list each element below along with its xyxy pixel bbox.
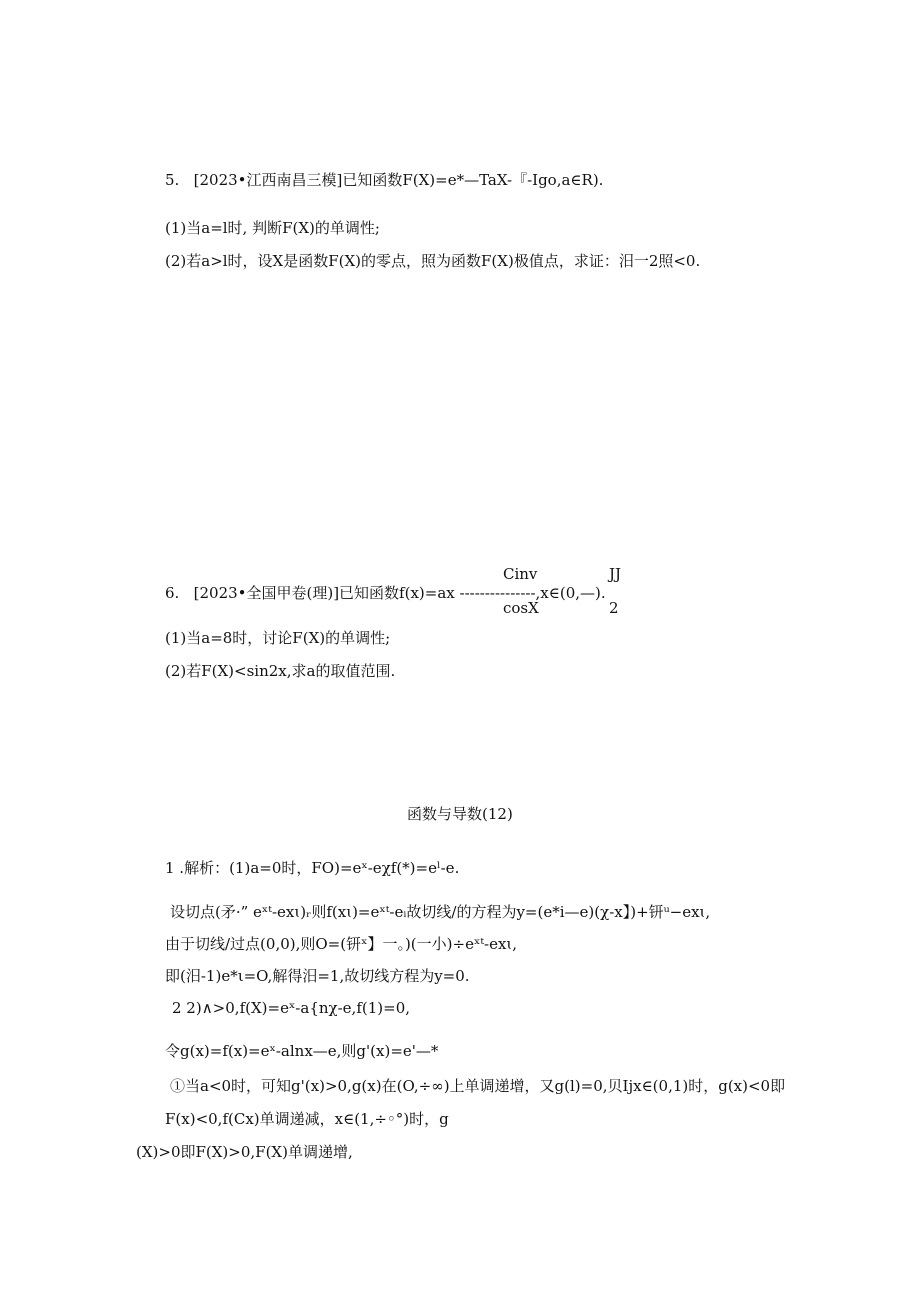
problem-5-text: [2023•江西南昌三模]已知函数F(X)=e*—TaX-『-Igo,a∈R). bbox=[193, 171, 604, 189]
problem-6-fraction-denominator: cosX bbox=[503, 599, 539, 617]
answers-title: 函数与导数(12) bbox=[407, 805, 513, 823]
answer-line: 1 .解析：(1)a=0时，FO)=eˣ-eχf(*)=eˡ-e. bbox=[165, 859, 460, 877]
problem-6-interval-denominator: 2 bbox=[609, 599, 619, 617]
problem-5-stem bbox=[165, 170, 603, 190]
problem-6-number: 6. bbox=[165, 584, 180, 602]
answer-line: 即(汨-1)e*ι=O,解得汨=1,故切线方程为y=0. bbox=[165, 967, 470, 985]
problem-5-part-1: (1)当a=l时, 判断F(X)的单调性; bbox=[165, 219, 380, 237]
answer-line: ①当a<0时，可知g'(x)>0,g(x)在(O,÷∞)上单调递增，又g(l)=0,贝Ijx∈(0,1)时，g(x)<0即 bbox=[170, 1077, 786, 1095]
answer-line: 由于切线/过点(0,0),则O=(钘ˣ】一。)(一小)÷eˣᵗ-exɩ, bbox=[165, 935, 518, 953]
problem-5-number: 5. bbox=[165, 171, 180, 189]
answer-line: (X)>0即F(X)>0,F(X)单调递增, bbox=[136, 1143, 353, 1161]
answer-line: F(x)<0,f(Cx)单调递减，x∈(1,÷◦°)时，g bbox=[165, 1110, 449, 1128]
problem-6-part-2: (2)若F(X)<sin2x,求a的取值范围. bbox=[165, 662, 396, 680]
answer-line: 设切点(矛·” eˣᵗ-exɩ)ᵣ则f(xɩ)=eˣᵗ-eᵢ故切线/的方程为y=(e*i—e)(χ-x】)+钘ᵘ−exɩ, bbox=[170, 903, 711, 921]
problem-6-text: [2023•全国甲卷(理)]已知函数f(x)=ax ---------------,x∈(0,—). bbox=[193, 584, 606, 602]
problem-6-fraction-numerator: Cinv bbox=[503, 565, 538, 583]
problem-6-interval-numerator: JJ bbox=[609, 565, 622, 583]
problem-6-stem bbox=[165, 583, 606, 603]
problem-5-part-2: (2)若a>l时，设X是函数F(X)的零点，照为函数F(X)极值点，求证：汨一2照<0. bbox=[165, 252, 701, 270]
answer-line: 令g(x)=f(x)=eˣ-alnx—e,则g'(x)=e'—* bbox=[165, 1042, 439, 1060]
answer-line: 2 2)∧>0,f(X)=eˣ-a{nχ-e,f(1)=0, bbox=[172, 999, 411, 1017]
problem-6-part-1: (1)当a=8时，讨论F(X)的单调性; bbox=[165, 629, 391, 647]
